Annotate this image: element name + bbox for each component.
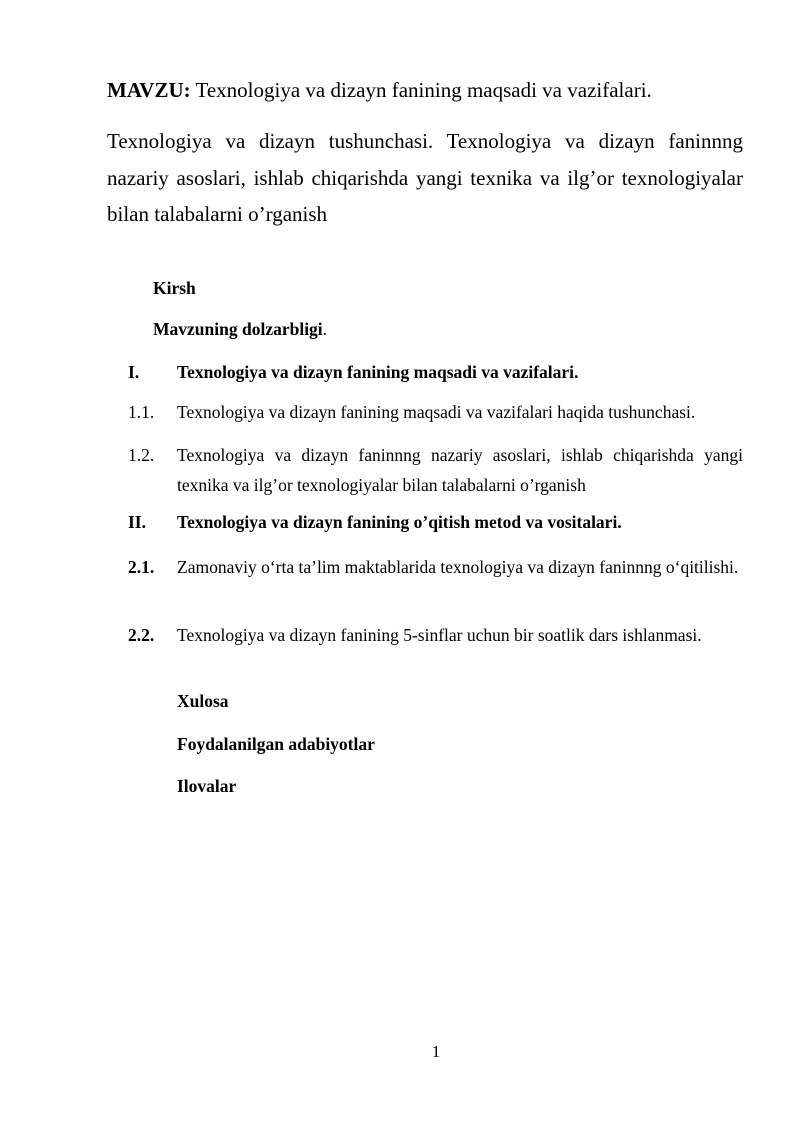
toc-text: Texnologiya va dizayn fanining maqsadi va vazifalari haqida tushunchasi. <box>177 402 696 422</box>
toc-item-1-1 <box>128 397 743 427</box>
toc-text: Texnologiya va dizayn fanining maqsadi va vazifalari. <box>177 362 579 382</box>
toc-text: Zamonaviy o‘rta ta’lim maktablarida texnologiya va dizayn faninnng o‘qitilishi. <box>177 557 739 577</box>
section-adabiyotlar: Foydalanilgan adabiyotlar <box>177 734 375 754</box>
topic-text: Texnologiya va dizayn fanining maqsadi va vazifalari. <box>190 78 652 102</box>
toc-text: Texnologiya va dizayn faninnng nazariy asoslari, ishlab chiqarishda yangi texnika va ilg’or texnologiyalar bilan talabalarni o’rganish <box>177 445 743 495</box>
toc-text: Texnologiya va dizayn fanining o’qitish metod va vositalari. <box>177 512 622 532</box>
toc-item-1 <box>128 357 743 387</box>
intro-paragraph: Texnologiya va dizayn tushunchasi. Texnologiya va dizayn faninnng nazariy asoslari, ishlab chiqarishda yangi texnika va ilg’or texnologiyalar bilan talabalarni o’rganish <box>107 129 743 226</box>
section-kirsh: Kirsh <box>153 278 196 298</box>
toc-item-2-1 <box>128 552 743 582</box>
toc-number: 2.2. <box>128 625 155 645</box>
page-number: 1 <box>431 1042 441 1061</box>
toc-number: 1.2. <box>128 445 155 465</box>
section-xulosa: Xulosa <box>177 691 229 711</box>
toc-item-2-2 <box>128 620 743 650</box>
section-dolzarbligi <box>153 318 327 340</box>
topic-heading <box>107 76 652 104</box>
dolzarbligi-text: Mavzuning dolzarbligi <box>153 319 323 339</box>
toc-text: Texnologiya va dizayn fanining 5-sinflar uchun bir soatlik dars ishlanmasi. <box>177 625 702 645</box>
topic-label: MAVZU: <box>107 78 191 102</box>
toc-number: 2.1. <box>128 557 155 577</box>
toc-number: II. <box>128 512 146 532</box>
toc-number: 1.1. <box>128 402 155 422</box>
toc-item-1-2 <box>128 440 743 500</box>
section-ilovalar: Ilovalar <box>177 776 237 796</box>
toc-item-2 <box>128 507 743 537</box>
dolzarbligi-dot: . <box>322 319 328 339</box>
toc-number: I. <box>128 362 140 382</box>
